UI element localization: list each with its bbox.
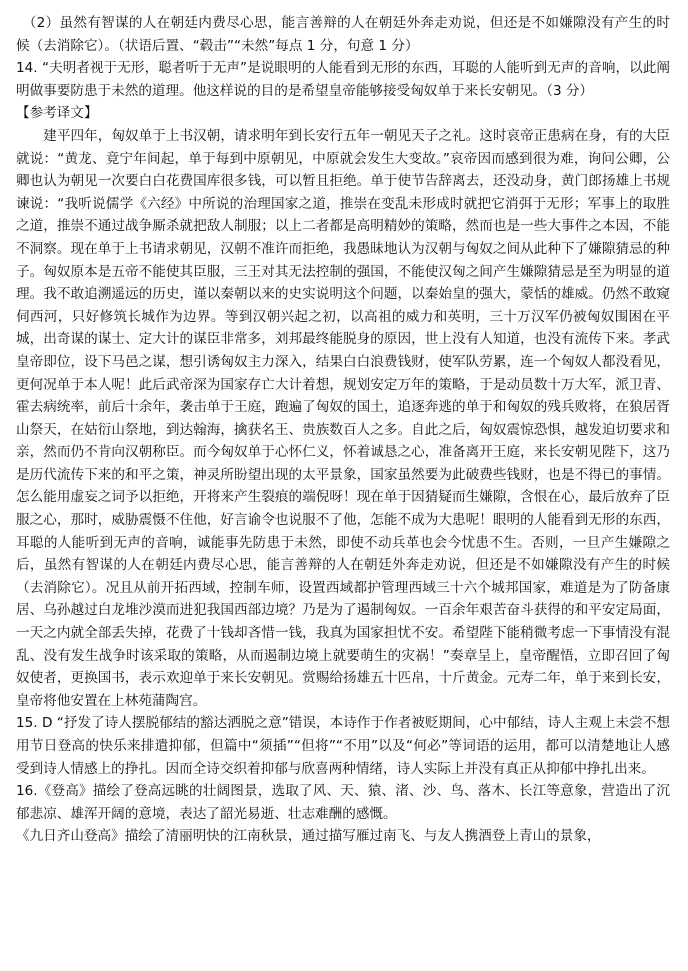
answer-q16-part2: 《九日齐山登高》描绘了清丽明快的江南秋景，通过描写雁过南飞、与友人携酒登上青山的景象， [16, 828, 601, 845]
reference-translation-body: 建平四年，匈奴单于上书汉朝，请求明年到长安行五年一朝见天子之礼。这时哀帝正患病在身，有的大臣就说：“黄龙、竟宁年间起，单于每到中原朝见，中原就会发生大变故。”哀帝因而感到很为难，询问公卿，公卿也认为朝见一次要白白花费国库很多钱，可以暂且拒绝。单于使节告辞离去，还没动身，黄门郎扬雄上书规谏说：“我听说儒学《六经》中所说的治理国家之道，推崇在变乱未形成时就把它消弭于无形；军事上的取胜之道，推崇不通过战争厮杀就把敌人制服；以上二者都是高明精妙的策略，然而也是一些大事件之本因，不能不洞察。现在单于上书请求朝见，汉朝不准许而拒绝，我愚昧地认为汉朝与匈奴之间从此种下了嫌隙猜忌的种子。匈奴原本是五帝不能使其臣服，三王对其无法控制的强国，不能使汉匈之间产生嫌隙猜忌是至为明显的道理。我不敢追溯遥远的历史，谨以秦朝以来的史实说明这个问题，以秦始皇的强大，蒙恬的雄威。仍然不敢窥伺西河，只好修筑长城作为边界。等到汉朝兴起之初，以高祖的威力和英明，三十万汉军仍被匈奴围困在平城，出奇谋的谋士、定大计的谋臣非常多，刘邦最终能脱身的原因，世上没有人知道，也没有流传下来。孝武皇帝即位，设下马邑之谋，想引诱匈奴主力深入，结果白白浪费钱财，使军队劳累，连一个匈奴人都没看见，更何况单于本人呢！此后武帝深为国家存亡大计着想，规划安定万年的策略，于是动员数十万大军，派卫青、霍去病统率，前后十余年，袭击单于王庭，跑遍了匈奴的国土，追逐奔逃的单于和匈奴的残兵败将，在狼居胥山祭天，在姑衍山祭地，到达翰海，擒获名王、贵族数百人之多。自此之后，匈奴震惊恐惧，越发迫切要求和亲，然而仍不肯向汉朝称臣。而今匈奴单于心怀仁义，怀着诚恳之心，准备离开王庭，来长安朝见陛下，这乃是历代流传下来的和平之策，神灵所盼望出现的太平景象，国家虽然要为此破费些钱财，也是不得已的事情。怎么能用虚妄之词予以拒绝，开将来产生裂痕的端倪呀！现在单于因猜疑而生嫌隙，含恨在心，最后放弃了臣服之心，那时，威胁震慑不住他，好言谕令也说服不了他，怎能不成为大患呢！眼明的人能看到无形的东西，耳聪的人能听到无声的音响，诚能事先防患于未然，即使不动兵革也会今忧患不生。否则，一旦产生嫌隙之后，虽然有智谋的人在朝廷内费尽心思，能言善辩的人在朝廷外奔走劝说，但还是不如嫌隙没有产生的时候（去消除它）。况且从前开拓西域，控制车师，设置西域都护管理西域三十六个城邦国家，难道是为了防备康居、乌孙越过白龙堆沙漠而进犯我国西部边境？乃是为了遏制匈奴。一百余年艰苦奋斗获得的和平安定局面，一天之内就全部丢失掉，花费了十钱却吝惜一钱，我真为国家担忧不安。希望陛下能稍微考虑一下事情没有混乱、没有发生战争时该采取的策略，从而遏制边境上就要萌生的灾祸！”奏章呈上，皇帝醒悟，立即召回了匈奴使者，更换国书，表示欢迎单于来长安朝见。赏赐给扬雄五十匹帛，十斤黄金。元寿二年，单于来到长安，皇帝将他安置在上林苑蒲陶宫。 [16, 127, 670, 709]
answer-q13-part2: （2）虽然有智谋的人在朝廷内费尽心思，能言善辩的人在朝廷外奔走劝说，但还是不如嫌隙没有产生的时候（去消除它）。（状语后置、“毂击”“未然”每点 1 分，句意 1 分） [16, 15, 670, 54]
reference-translation-heading: 【参考译文】 [16, 105, 98, 122]
answer-q16-part1: 16.《登高》描绘了登高远眺的壮阔图景，选取了风、天、猿、渚、沙、鸟、落木、长江等意象，营造出了沉郁悲凉、雄浑开阔的意境，表达了韶光易逝、壮志难酬的感慨。 [16, 783, 670, 822]
answer-q15: 15. D “抒发了诗人摆脱郁结的豁达洒脱之意”错误，本诗作于作者被贬期间，心中郁结，诗人主观上未尝不想用节日登高的快乐来排遣抑郁，但篇中“须插”“但将”“不用”以及“何必”等词语的运用，都可以清楚地让人感受到诗人情感上的挣扎。因而全诗交织着抑郁与欣喜两种情绪，诗人实际上并没有真正从抑郁中挣扎出来。 [16, 715, 670, 777]
answer-q14: 14. “夫明者视于无形，聪者听于无声”是说眼明的人能看到无形的东西，耳聪的人能听到无声的音响，以此阐明做事要防患于未然的道理。他这样说的目的是希望皇帝能够接受匈奴单于来长安朝见。（3 分） [16, 60, 670, 99]
